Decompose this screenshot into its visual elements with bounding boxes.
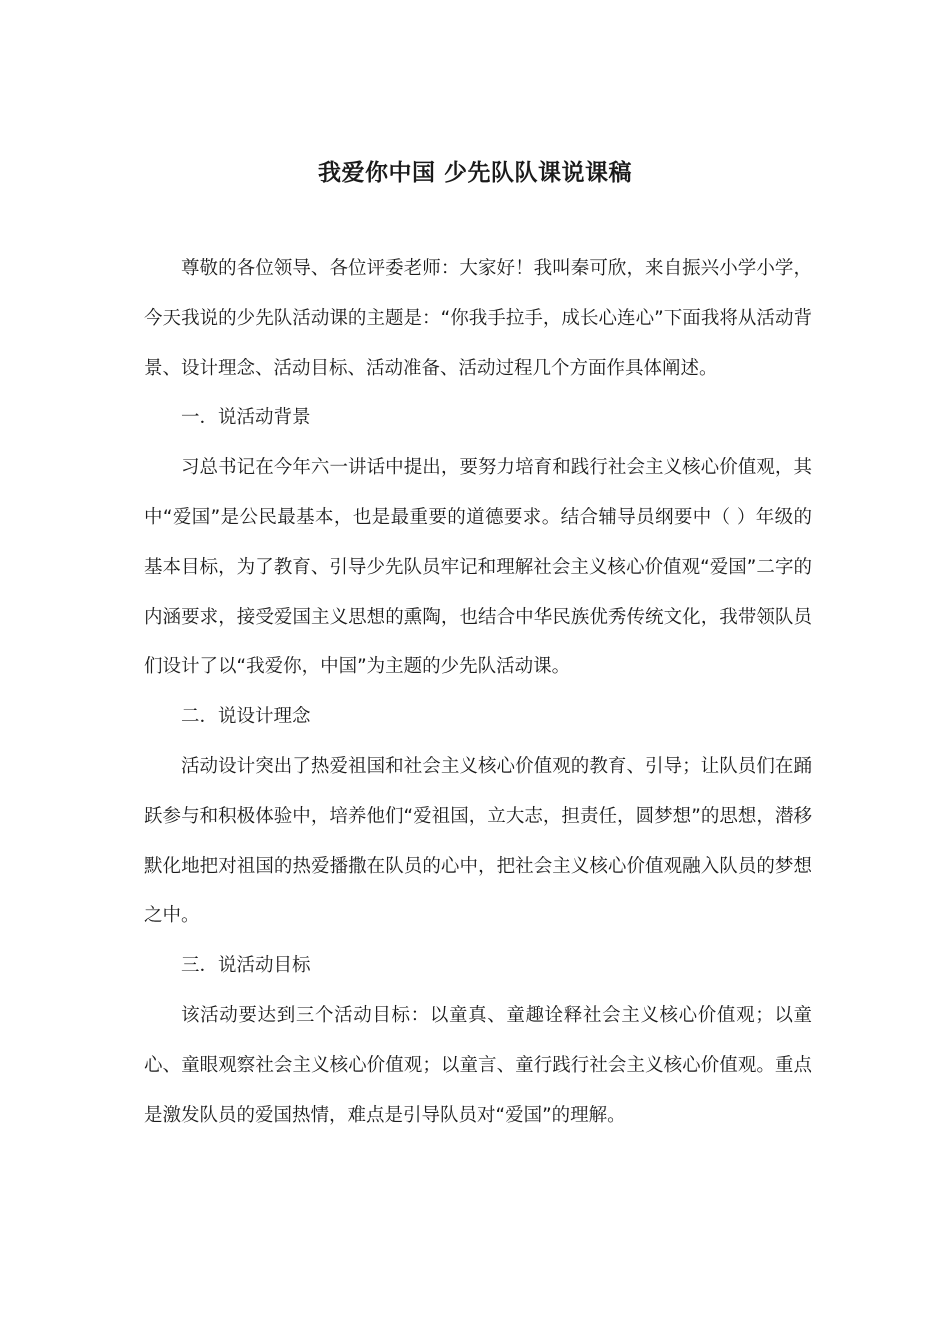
paragraph-goals: 该活动要达到三个活动目标：以童真、童趣诠释社会主义核心价值观；以童心、童眼观察社会主义核心价值观；以童言、童行践行社会主义核心价值观。重点是激发队员的爱国热情，难点是引导队员对“爱国”的理解。: [144, 1004, 812, 1126]
paragraph-intro: 尊敬的各位领导、各位评委老师：大家好！我叫秦可欣，来自振兴小学小学，今天我说的少先队活动课的主题是：“你我手拉手，成长心连心”下面我将从活动背景、设计理念、活动目标、活动准备、活动过程几个方面作具体阐述。: [144, 258, 812, 379]
section-heading-goals: 三．说活动目标: [181, 955, 311, 977]
document-title: 我爱你中国 少先队队课说课稿: [317, 160, 632, 186]
section-heading-background: 一．说活动背景: [181, 407, 311, 429]
document-body: [144, 244, 812, 1140]
section-heading-design-concept: 二．说设计理念: [181, 706, 311, 728]
paragraph-background: 习总书记在今年六一讲话中提出，要努力培育和践行社会主义核心价值观，其中“爱国”是公民最基本，也是最重要的道德要求。结合辅导员纲要中（ ）年级的基本目标，为了教育、引导少先队员牢记和理解社会主义核心价值观“爱国”二字的内涵要求，接受爱国主义思想的熏陶，也结合中华民族优秀传统文化，我带领队员们设计了以“我爱你，中国”为主题的少先队活动课。: [144, 457, 812, 678]
paragraph-design-concept: 活动设计突出了热爱祖国和社会主义核心价值观的教育、引导；让队员们在踊跃参与和积极体验中，培养他们“爱祖国，立大志，担责任，圆梦想”的思想，潜移默化地把对祖国的热爱播撒在队员的心中，把社会主义核心价值观融入队员的梦想之中。: [144, 755, 812, 927]
